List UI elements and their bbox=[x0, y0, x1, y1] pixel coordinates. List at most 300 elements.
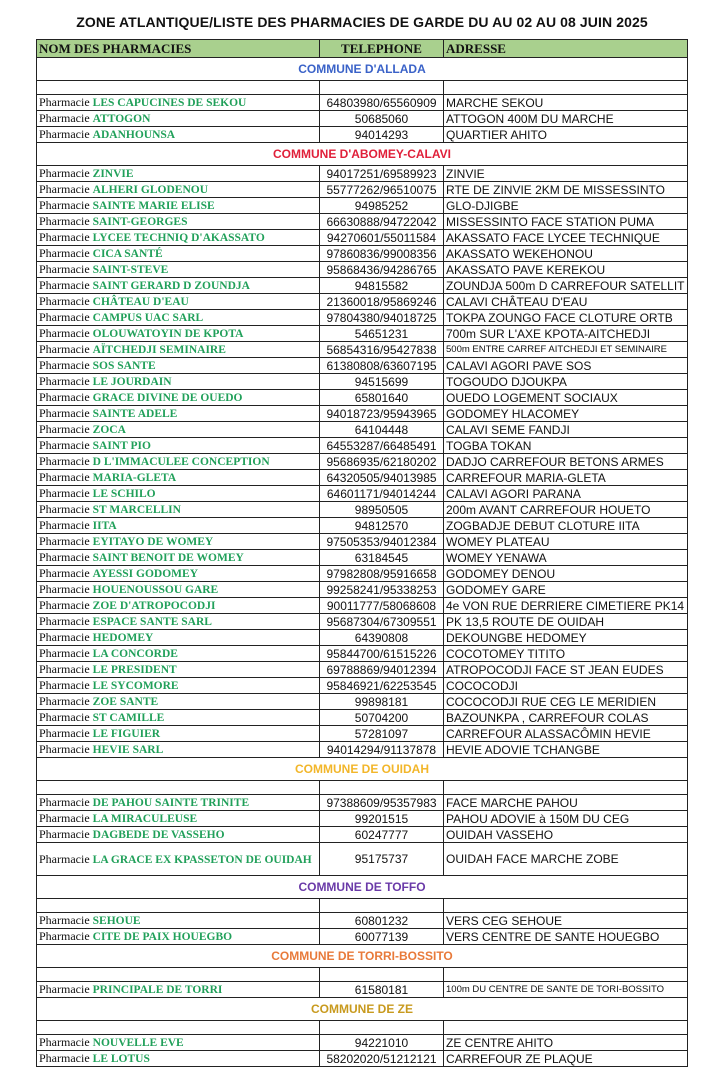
pharmacy-name-cell bbox=[37, 182, 320, 198]
pharmacy-name: LE JOURDAIN bbox=[92, 376, 172, 388]
pharmacy-prefix: Pharmacie bbox=[39, 390, 90, 404]
pharmacy-address: ZE CENTRE AHITO bbox=[444, 1035, 688, 1051]
pharmacy-phone: 95175737 bbox=[320, 843, 444, 876]
pharmacy-name: SAINT BENOIT DE WOMEY bbox=[92, 552, 244, 564]
pharmacy-phone: 60801232 bbox=[320, 913, 444, 929]
pharmacy-prefix: Pharmacie bbox=[39, 470, 90, 484]
pharmacy-phone: 95846921/62253545 bbox=[320, 678, 444, 694]
table-row bbox=[37, 454, 688, 470]
blank-cell bbox=[320, 968, 444, 982]
pharmacy-prefix: Pharmacie bbox=[39, 662, 90, 676]
pharmacy-name-cell bbox=[37, 111, 320, 127]
table-row bbox=[37, 710, 688, 726]
pharmacy-name: ST CAMILLE bbox=[92, 712, 165, 724]
pharmacy-name-cell bbox=[37, 550, 320, 566]
blank-cell bbox=[320, 1021, 444, 1035]
pharmacy-name: SAINT GERARD D ZOUNDJA bbox=[92, 280, 250, 292]
pharmacy-address: OUIDAH FACE MARCHE ZOBE bbox=[444, 843, 688, 876]
pharmacy-phone: 56854316/95427838 bbox=[320, 342, 444, 358]
pharmacy-name-cell bbox=[37, 1051, 320, 1067]
pharmacy-name: ESPACE SANTE SARL bbox=[92, 616, 212, 628]
pharmacy-name-cell bbox=[37, 390, 320, 406]
pharmacy-name-cell bbox=[37, 710, 320, 726]
pharmacy-phone: 99898181 bbox=[320, 694, 444, 710]
pharmacy-name-cell bbox=[37, 374, 320, 390]
pharmacy-phone: 97804380/94018725 bbox=[320, 310, 444, 326]
blank-cell bbox=[37, 899, 320, 913]
table-row bbox=[37, 982, 688, 998]
pharmacy-name-cell bbox=[37, 694, 320, 710]
pharmacy-phone: 61580181 bbox=[320, 982, 444, 998]
pharmacy-name: D L'IMMACULEE CONCEPTION bbox=[92, 456, 270, 468]
pharmacy-name-cell bbox=[37, 742, 320, 758]
table-row bbox=[37, 342, 688, 358]
header-address: ADRESSE bbox=[444, 40, 688, 58]
pharmacy-name: SAINT PIO bbox=[92, 440, 151, 452]
pharmacy-name-cell bbox=[37, 95, 320, 111]
table-row bbox=[37, 390, 688, 406]
pharmacy-name-cell bbox=[37, 518, 320, 534]
table-row bbox=[37, 726, 688, 742]
table-row bbox=[37, 246, 688, 262]
pharmacy-phone: 60077139 bbox=[320, 929, 444, 945]
pharmacy-address: 500m ENTRE CARREF AITCHEDJI ET SEMINAIRE bbox=[444, 342, 688, 358]
blank-cell bbox=[37, 1021, 320, 1035]
pharmacy-address: CALAVI AGORI PAVE SOS bbox=[444, 358, 688, 374]
pharmacy-name: CITE DE PAIX HOUEGBO bbox=[92, 931, 233, 943]
pharmacy-name-cell bbox=[37, 982, 320, 998]
pharmacy-name: OLOUWATOYIN DE KPOTA bbox=[92, 328, 244, 340]
pharmacy-name-cell bbox=[37, 1035, 320, 1051]
pharmacy-prefix: Pharmacie bbox=[39, 913, 90, 927]
pharmacy-name: MARIA-GLETA bbox=[92, 472, 177, 484]
pharmacy-prefix: Pharmacie bbox=[39, 342, 90, 356]
table-row bbox=[37, 630, 688, 646]
pharmacy-name-cell bbox=[37, 406, 320, 422]
commune-heading: COMMUNE DE TORRI-BOSSITO bbox=[37, 945, 688, 968]
pharmacy-name-cell bbox=[37, 422, 320, 438]
pharmacy-name-cell bbox=[37, 438, 320, 454]
table-row bbox=[37, 1051, 688, 1067]
pharmacy-name: PRINCIPALE DE TORRI bbox=[92, 984, 223, 996]
pharmacy-name-cell bbox=[37, 470, 320, 486]
blank-cell bbox=[444, 81, 688, 95]
pharmacy-phone: 94515699 bbox=[320, 374, 444, 390]
pharmacy-prefix: Pharmacie bbox=[39, 614, 90, 628]
pharmacy-prefix: Pharmacie bbox=[39, 710, 90, 724]
pharmacy-prefix: Pharmacie bbox=[39, 422, 90, 436]
header-phone: TELEPHONE bbox=[320, 40, 444, 58]
pharmacy-name: ADANHOUNSA bbox=[92, 129, 176, 141]
table-row bbox=[37, 646, 688, 662]
pharmacy-name: HOUENOUSSOU GARE bbox=[92, 584, 219, 596]
pharmacy-phone: 65801640 bbox=[320, 390, 444, 406]
pharmacy-address: AKASSATO FACE LYCEE TECHNIQUE bbox=[444, 230, 688, 246]
commune-row bbox=[37, 758, 688, 781]
table-row bbox=[37, 278, 688, 294]
pharmacy-prefix: Pharmacie bbox=[39, 214, 90, 228]
pharmacy-phone: 50685060 bbox=[320, 111, 444, 127]
pharmacy-address: PK 13,5 ROUTE DE OUIDAH bbox=[444, 614, 688, 630]
pharmacy-phone: 94812570 bbox=[320, 518, 444, 534]
pharmacy-name: EYITAYO DE WOMEY bbox=[92, 536, 214, 548]
pharmacy-prefix: Pharmacie bbox=[39, 230, 90, 244]
pharmacy-prefix: Pharmacie bbox=[39, 262, 90, 276]
pharmacy-phone: 58202020/51212121 bbox=[320, 1051, 444, 1067]
blank-row bbox=[37, 899, 688, 913]
pharmacy-name-cell bbox=[37, 230, 320, 246]
pharmacy-address: COCOCODJI bbox=[444, 678, 688, 694]
pharmacy-prefix: Pharmacie bbox=[39, 726, 90, 740]
table-header-row bbox=[37, 40, 688, 58]
blank-cell bbox=[320, 781, 444, 795]
table-row bbox=[37, 678, 688, 694]
table-row bbox=[37, 694, 688, 710]
blank-row bbox=[37, 1021, 688, 1035]
table-row bbox=[37, 294, 688, 310]
pharmacy-name-cell bbox=[37, 326, 320, 342]
pharmacy-name: ALHERI GLODENOU bbox=[92, 184, 208, 196]
pharmacy-name: GRACE DIVINE DE OUEDO bbox=[92, 392, 243, 404]
pharmacy-name: IITA bbox=[92, 520, 117, 532]
pharmacy-phone: 66630888/94722042 bbox=[320, 214, 444, 230]
table-row bbox=[37, 486, 688, 502]
table-row bbox=[37, 929, 688, 945]
table-row bbox=[37, 95, 688, 111]
pharmacy-table bbox=[36, 39, 688, 1067]
table-row bbox=[37, 182, 688, 198]
pharmacy-name: SAINTE ADELE bbox=[92, 408, 178, 420]
table-row bbox=[37, 534, 688, 550]
pharmacy-address: CARREFOUR MARIA-GLETA bbox=[444, 470, 688, 486]
pharmacy-prefix: Pharmacie bbox=[39, 95, 90, 109]
pharmacy-prefix: Pharmacie bbox=[39, 646, 90, 660]
pharmacy-name-cell bbox=[37, 614, 320, 630]
pharmacy-name: LYCEE TECHNIQ D'AKASSATO bbox=[92, 232, 265, 244]
pharmacy-name: SAINT-GEORGES bbox=[92, 216, 188, 228]
pharmacy-phone: 55777262/96510075 bbox=[320, 182, 444, 198]
pharmacy-address: MISSESSINTO FACE STATION PUMA bbox=[444, 214, 688, 230]
table-row bbox=[37, 406, 688, 422]
pharmacy-phone: 94221010 bbox=[320, 1035, 444, 1051]
pharmacy-phone: 97860836/99008356 bbox=[320, 246, 444, 262]
table-row bbox=[37, 310, 688, 326]
table-row bbox=[37, 614, 688, 630]
pharmacy-phone: 69788869/94012394 bbox=[320, 662, 444, 678]
pharmacy-name-cell bbox=[37, 646, 320, 662]
pharmacy-name: SOS SANTE bbox=[92, 360, 156, 372]
pharmacy-name: CHÂTEAU D'EAU bbox=[92, 296, 189, 308]
pharmacy-prefix: Pharmacie bbox=[39, 742, 90, 756]
commune-row bbox=[37, 945, 688, 968]
pharmacy-name: SAINTE MARIE ELISE bbox=[92, 200, 215, 212]
pharmacy-prefix: Pharmacie bbox=[39, 326, 90, 340]
pharmacy-name-cell bbox=[37, 198, 320, 214]
pharmacy-name: DE PAHOU SAINTE TRINITE bbox=[92, 797, 250, 809]
pharmacy-name-cell bbox=[37, 726, 320, 742]
pharmacy-phone: 97982808/95916658 bbox=[320, 566, 444, 582]
pharmacy-name-cell bbox=[37, 843, 320, 876]
pharmacy-address: VERS CEG SEHOUE bbox=[444, 913, 688, 929]
pharmacy-name: LA MIRACULEUSE bbox=[92, 813, 198, 825]
pharmacy-address: TOKPA ZOUNGO FACE CLOTURE ORTB bbox=[444, 310, 688, 326]
pharmacy-prefix: Pharmacie bbox=[39, 929, 90, 943]
pharmacy-name-cell bbox=[37, 262, 320, 278]
pharmacy-address: WOMEY PLATEAU bbox=[444, 534, 688, 550]
pharmacy-name: SAINT-STEVE bbox=[92, 264, 169, 276]
pharmacy-name: AÏTCHEDJI SEMINAIRE bbox=[92, 344, 226, 356]
commune-row bbox=[37, 58, 688, 81]
pharmacy-address: ZOGBADJE DEBUT CLOTURE IITA bbox=[444, 518, 688, 534]
table-row bbox=[37, 470, 688, 486]
pharmacy-prefix: Pharmacie bbox=[39, 630, 90, 644]
pharmacy-prefix: Pharmacie bbox=[39, 454, 90, 468]
header-name: NOM DES PHARMACIES bbox=[37, 40, 320, 58]
pharmacy-phone: 95686935/62180202 bbox=[320, 454, 444, 470]
pharmacy-address: GLO-DJIGBE bbox=[444, 198, 688, 214]
pharmacy-name-cell bbox=[37, 310, 320, 326]
pharmacy-address: QUARTIER AHITO bbox=[444, 127, 688, 143]
pharmacy-prefix: Pharmacie bbox=[39, 111, 90, 125]
pharmacy-name: LES CAPUCINES DE SEKOU bbox=[92, 97, 247, 109]
table-row bbox=[37, 326, 688, 342]
pharmacy-address: CARREFOUR ZE PLAQUE bbox=[444, 1051, 688, 1067]
pharmacy-name: LE SYCOMORE bbox=[92, 680, 179, 692]
pharmacy-prefix: Pharmacie bbox=[39, 166, 90, 180]
pharmacy-name: ZOE SANTE bbox=[92, 696, 159, 708]
table-row bbox=[37, 811, 688, 827]
blank-cell bbox=[37, 81, 320, 95]
pharmacy-prefix: Pharmacie bbox=[39, 486, 90, 500]
pharmacy-address: TOGBA TOKAN bbox=[444, 438, 688, 454]
pharmacy-name-cell bbox=[37, 566, 320, 582]
pharmacy-prefix: Pharmacie bbox=[39, 534, 90, 548]
pharmacy-name-cell bbox=[37, 127, 320, 143]
pharmacy-prefix: Pharmacie bbox=[39, 827, 90, 841]
pharmacy-phone: 94014294/91137878 bbox=[320, 742, 444, 758]
pharmacy-prefix: Pharmacie bbox=[39, 982, 90, 996]
pharmacy-name-cell bbox=[37, 630, 320, 646]
pharmacy-prefix: Pharmacie bbox=[39, 678, 90, 692]
pharmacy-address: HEVIE ADOVIE TCHANGBE bbox=[444, 742, 688, 758]
commune-row bbox=[37, 876, 688, 899]
blank-cell bbox=[320, 899, 444, 913]
table-row bbox=[37, 582, 688, 598]
table-row bbox=[37, 358, 688, 374]
blank-row bbox=[37, 781, 688, 795]
pharmacy-address: GODOMEY GARE bbox=[444, 582, 688, 598]
pharmacy-name: HEDOMEY bbox=[92, 632, 154, 644]
pharmacy-phone: 97505353/94012384 bbox=[320, 534, 444, 550]
table-row bbox=[37, 598, 688, 614]
pharmacy-name: ST MARCELLIN bbox=[92, 504, 181, 516]
pharmacy-name: NOUVELLE EVE bbox=[92, 1037, 184, 1049]
pharmacy-name-cell bbox=[37, 454, 320, 470]
pharmacy-name-cell bbox=[37, 795, 320, 811]
pharmacy-prefix: Pharmacie bbox=[39, 198, 90, 212]
pharmacy-name: LE FIGUIER bbox=[92, 728, 161, 740]
pharmacy-name: LA GRACE EX KPASSETON DE OUIDAH bbox=[92, 853, 312, 866]
table-row bbox=[37, 374, 688, 390]
pharmacy-phone: 94270601/55011584 bbox=[320, 230, 444, 246]
pharmacy-prefix: Pharmacie bbox=[39, 582, 90, 596]
pharmacy-phone: 99258241/95338253 bbox=[320, 582, 444, 598]
table-row bbox=[37, 111, 688, 127]
pharmacy-phone: 94017251/69589923 bbox=[320, 166, 444, 182]
pharmacy-name: CAMPUS UAC SARL bbox=[92, 312, 204, 324]
blank-cell bbox=[37, 968, 320, 982]
pharmacy-name: LE LOTUS bbox=[92, 1053, 150, 1065]
blank-cell bbox=[444, 781, 688, 795]
blank-cell bbox=[444, 1021, 688, 1035]
pharmacy-address: AKASSATO WEKEHONOU bbox=[444, 246, 688, 262]
pharmacy-prefix: Pharmacie bbox=[39, 1051, 90, 1065]
pharmacy-phone: 64390808 bbox=[320, 630, 444, 646]
pharmacy-name-cell bbox=[37, 294, 320, 310]
pharmacy-phone: 21360018/95869246 bbox=[320, 294, 444, 310]
pharmacy-address: ATTOGON 400M DU MARCHE bbox=[444, 111, 688, 127]
pharmacy-phone: 94018723/95943965 bbox=[320, 406, 444, 422]
pharmacy-name-cell bbox=[37, 827, 320, 843]
pharmacy-address: GODOMEY DENOU bbox=[444, 566, 688, 582]
table-row bbox=[37, 262, 688, 278]
pharmacy-name-cell bbox=[37, 913, 320, 929]
table-row bbox=[37, 518, 688, 534]
pharmacy-name: ATTOGON bbox=[92, 113, 151, 125]
pharmacy-address: 4e VON RUE DERRIERE CIMETIERE PK14 bbox=[444, 598, 688, 614]
pharmacy-address: BAZOUNKPA , CARREFOUR COLAS bbox=[444, 710, 688, 726]
pharmacy-prefix: Pharmacie bbox=[39, 438, 90, 452]
pharmacy-prefix: Pharmacie bbox=[39, 598, 90, 612]
pharmacy-phone: 64104448 bbox=[320, 422, 444, 438]
pharmacy-name: ZOE D'ATROPOCODJI bbox=[92, 600, 216, 612]
pharmacy-name: SEHOUE bbox=[92, 915, 141, 927]
pharmacy-address: 100m DU CENTRE DE SANTE DE TORI-BOSSITO bbox=[444, 982, 688, 998]
pharmacy-prefix: Pharmacie bbox=[39, 310, 90, 324]
pharmacy-address: ATROPOCODJI FACE ST JEAN EUDES bbox=[444, 662, 688, 678]
pharmacy-phone: 99201515 bbox=[320, 811, 444, 827]
pharmacy-address: 700m SUR L'AXE KPOTA-AITCHEDJI bbox=[444, 326, 688, 342]
pharmacy-address: VERS CENTRE DE SANTE HOUEGBO bbox=[444, 929, 688, 945]
table-row bbox=[37, 566, 688, 582]
pharmacy-name-cell bbox=[37, 582, 320, 598]
pharmacy-prefix: Pharmacie bbox=[39, 694, 90, 708]
pharmacy-prefix: Pharmacie bbox=[39, 518, 90, 532]
table-row bbox=[37, 422, 688, 438]
table-row bbox=[37, 795, 688, 811]
pharmacy-prefix: Pharmacie bbox=[39, 294, 90, 308]
pharmacy-name-cell bbox=[37, 678, 320, 694]
pharmacy-address: DADJO CARREFOUR BETONS ARMES bbox=[444, 454, 688, 470]
pharmacy-address: COCOCODJI RUE CEG LE MERIDIEN bbox=[444, 694, 688, 710]
pharmacy-name-cell bbox=[37, 358, 320, 374]
pharmacy-address: DEKOUNGBE HEDOMEY bbox=[444, 630, 688, 646]
pharmacy-name: CICA SANTÉ bbox=[92, 248, 163, 260]
pharmacy-address: MARCHE SEKOU bbox=[444, 95, 688, 111]
pharmacy-prefix: Pharmacie bbox=[39, 811, 90, 825]
pharmacy-address: COCOTOMEY TITITO bbox=[444, 646, 688, 662]
pharmacy-prefix: Pharmacie bbox=[39, 851, 90, 866]
pharmacy-phone: 94985252 bbox=[320, 198, 444, 214]
table-row bbox=[37, 827, 688, 843]
pharmacy-phone: 61380808/63607195 bbox=[320, 358, 444, 374]
pharmacy-name-cell bbox=[37, 214, 320, 230]
pharmacy-prefix: Pharmacie bbox=[39, 127, 90, 141]
table-row bbox=[37, 913, 688, 929]
pharmacy-name-cell bbox=[37, 662, 320, 678]
commune-heading: COMMUNE D'ABOMEY-CALAVI bbox=[37, 143, 688, 166]
pharmacy-phone: 95868436/94286765 bbox=[320, 262, 444, 278]
commune-heading: COMMUNE DE OUIDAH bbox=[37, 758, 688, 781]
pharmacy-name: LA CONCORDE bbox=[92, 648, 178, 660]
pharmacy-address: ZOUNDJA 500m D CARREFOUR SATELLIT bbox=[444, 278, 688, 294]
commune-heading: COMMUNE DE TOFFO bbox=[37, 876, 688, 899]
pharmacy-prefix: Pharmacie bbox=[39, 278, 90, 292]
pharmacy-phone: 97388609/95357983 bbox=[320, 795, 444, 811]
blank-cell bbox=[37, 781, 320, 795]
pharmacy-prefix: Pharmacie bbox=[39, 358, 90, 372]
pharmacy-name-cell bbox=[37, 811, 320, 827]
pharmacy-prefix: Pharmacie bbox=[39, 406, 90, 420]
pharmacy-name-cell bbox=[37, 246, 320, 262]
pharmacy-name-cell bbox=[37, 502, 320, 518]
commune-heading: COMMUNE DE ZE bbox=[37, 998, 688, 1021]
pharmacy-phone: 94014293 bbox=[320, 127, 444, 143]
pharmacy-name-cell bbox=[37, 929, 320, 945]
pharmacy-address: CARREFOUR ALASSACÔMIN HEVIE bbox=[444, 726, 688, 742]
pharmacy-phone: 50704200 bbox=[320, 710, 444, 726]
pharmacy-address: GODOMEY HLACOMEY bbox=[444, 406, 688, 422]
pharmacy-prefix: Pharmacie bbox=[39, 246, 90, 260]
pharmacy-address: 200m AVANT CARREFOUR HOUETO bbox=[444, 502, 688, 518]
pharmacy-prefix: Pharmacie bbox=[39, 374, 90, 388]
table-row bbox=[37, 1035, 688, 1051]
blank-row bbox=[37, 968, 688, 982]
pharmacy-phone: 95844700/61515226 bbox=[320, 646, 444, 662]
pharmacy-phone: 98950505 bbox=[320, 502, 444, 518]
pharmacy-address: FACE MARCHE PAHOU bbox=[444, 795, 688, 811]
pharmacy-name-cell bbox=[37, 342, 320, 358]
commune-row bbox=[37, 143, 688, 166]
blank-cell bbox=[444, 899, 688, 913]
pharmacy-address: CALAVI AGORI PARANA bbox=[444, 486, 688, 502]
pharmacy-address: WOMEY YENAWA bbox=[444, 550, 688, 566]
pharmacy-name: AYESSI GODOMEY bbox=[92, 568, 198, 580]
pharmacy-prefix: Pharmacie bbox=[39, 550, 90, 564]
pharmacy-prefix: Pharmacie bbox=[39, 1035, 90, 1049]
pharmacy-phone: 95687304/67309551 bbox=[320, 614, 444, 630]
pharmacy-name-cell bbox=[37, 534, 320, 550]
pharmacy-name: DAGBEDE DE VASSEHO bbox=[92, 829, 225, 841]
pharmacy-phone: 94815582 bbox=[320, 278, 444, 294]
table-row bbox=[37, 198, 688, 214]
pharmacy-phone: 60247777 bbox=[320, 827, 444, 843]
pharmacy-name-cell bbox=[37, 166, 320, 182]
pharmacy-prefix: Pharmacie bbox=[39, 502, 90, 516]
pharmacy-address: ZINVIE bbox=[444, 166, 688, 182]
table-row bbox=[37, 127, 688, 143]
pharmacy-address: OUEDO LOGEMENT SOCIAUX bbox=[444, 390, 688, 406]
pharmacy-phone: 64320505/94013985 bbox=[320, 470, 444, 486]
pharmacy-address: CALAVI CHÂTEAU D'EAU bbox=[444, 294, 688, 310]
blank-row bbox=[37, 81, 688, 95]
table-row bbox=[37, 230, 688, 246]
pharmacy-name-cell bbox=[37, 486, 320, 502]
blank-cell bbox=[444, 968, 688, 982]
pharmacy-phone: 90011777/58068608 bbox=[320, 598, 444, 614]
table-row bbox=[37, 166, 688, 182]
pharmacy-phone: 57281097 bbox=[320, 726, 444, 742]
